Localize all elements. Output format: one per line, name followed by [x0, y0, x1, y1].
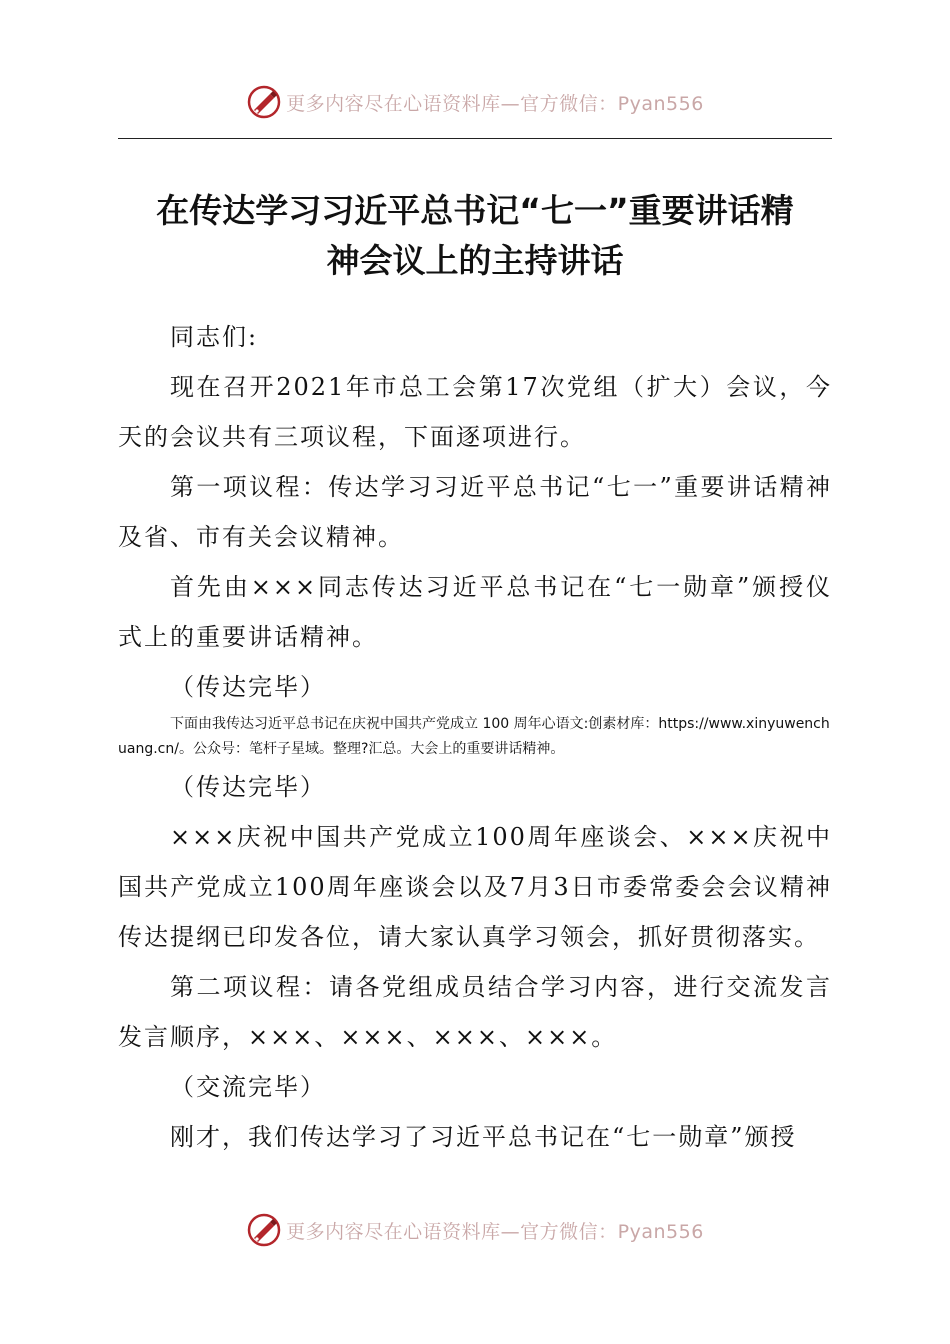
paragraph: 刚才，我们传达学习了习近平总书记在“七一勋章”颁授 [170, 1123, 797, 1151]
document-body [118, 312, 832, 1162]
paragraph-small-note: 下面由我传达习近平总书记在庆祝中国共产党成立 100 周年心语文:创素材库：https://www.xinyuwenchuang.cn/。公众号：笔杆子星域。整理?汇总。大会上的重要讲话精神。 [118, 716, 830, 757]
paragraph: ×××庆祝中国共产党成立100周年座谈会、×××庆祝中国共产党成立100周年座谈会以及7月3日市委常委会会议精神传达提纲已印发各位，请大家认真学习领会，抓好贯彻落实。 [118, 823, 832, 951]
document-title [118, 186, 832, 286]
title-line-1: 在传达学习习近平总书记“七一”重要讲话精 [156, 191, 794, 230]
paragraph: 现在召开2021年市总工会第17次党组（扩大）会议，今天的会议共有三项议程，下面逐项进行。 [118, 373, 832, 451]
paragraph: （传达完毕） [170, 673, 326, 701]
paragraph: 第一项议程：传达学习习近平总书记“七一”重要讲话精神及省、市有关会议精神。 [118, 473, 832, 551]
paragraph: 第二项议程：请各党组成员结合学习内容，进行交流发言发言顺序，×××、×××、×××、×××。 [118, 973, 832, 1051]
paragraph: （交流完毕） [170, 1073, 326, 1101]
pen-logo-icon [246, 84, 282, 120]
paragraph: （传达完毕） [170, 773, 326, 801]
header-banner [0, 82, 950, 122]
title-line-2: 神会议上的主持讲话 [326, 241, 624, 280]
salutation: 同志们: [170, 323, 259, 351]
header-banner-text: 更多内容尽在心语资料库—官方微信：Pyan556 [286, 92, 704, 115]
footer-banner [0, 1210, 950, 1250]
pen-logo-icon [246, 1212, 282, 1248]
paragraph: 首先由×××同志传达习近平总书记在“七一勋章”颁授仪式上的重要讲话精神。 [118, 573, 832, 651]
header-divider [118, 138, 832, 139]
footer-banner-text: 更多内容尽在心语资料库—官方微信：Pyan556 [286, 1220, 704, 1243]
